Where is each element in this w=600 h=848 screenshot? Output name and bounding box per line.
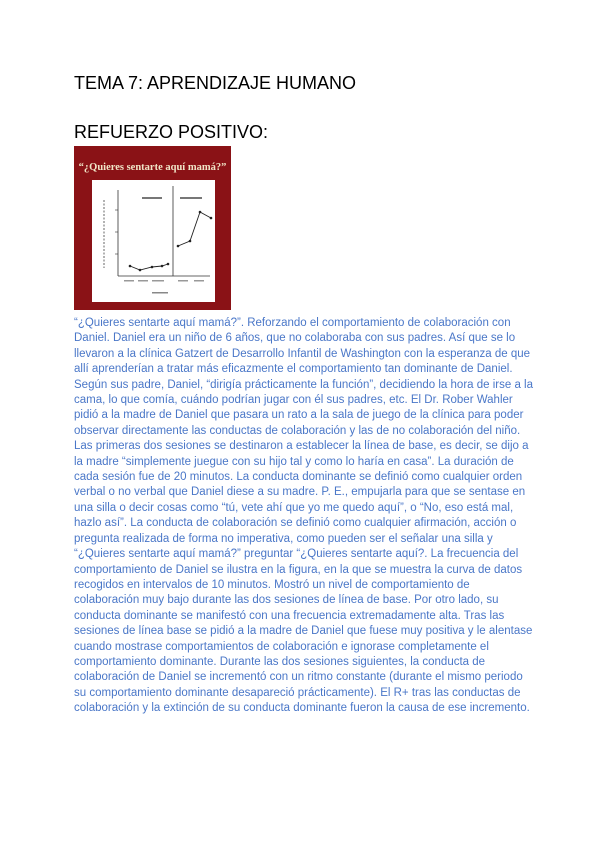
figure-graph xyxy=(92,180,215,302)
x-axis-label-mark xyxy=(152,292,168,294)
phase-label-baseline xyxy=(142,197,162,199)
body-paragraph: “¿Quieres sentarte aquí mamá?”. Reforzando el comportamiento de colaboración con Daniel. Daniel era un niño de 6 años, que no colaboraba con sus padres. Así que se lo llevaron a la clínica Gatzert de Desarrollo Infantil de Washington con la esperanza de que allí aprenderían a tratar más eficazmente el comportamiento tan dominante de Daniel. Según sus padre, Daniel, “dirigía prácticamente la función”, decidiendo la hora de irse a la cama, lo que comía, cuándo podrían jugar con él sus padres, etc. El Dr. Rober Wahler pidió a la madre de Daniel que pasara un rato a la sala de juego de la clínica para poder observar directamente las conductas de colaboración y las de no colaboración del niño. Las primeras dos sesiones se destinaron a establecer la línea de base, es decir, se dijo a la madre “simplemente juegue con su hijo tal y como lo haría en casa”. La duración de cada sesión fue de 20 minutos. La conducta dominante se definió como cualquier orden verbal o no verbal que Daniel diese a su madre. P. E., empujarla para que se sentase en una silla o decir cosas como “tú, vete ahí que yo me quedo aquí”, o “No, eso está mal, hazlo así”. La conducta de colaboración se definió como cualquier afirmación, acción o pregunta realizada de forma no imperativa, como pueden ser el señalar una silla y “¿Quieres sentarte aquí mamá?” preguntar “¿Quieres sentarte aquí?. La frecuencia del comportamiento de Daniel se ilustra en la figura, en la que se muestra la curva de datos recogidos en intervalos de 10 minutos. Mostró un nivel de comportamiento de colaboración muy bajo durante las dos sesiones de línea de base. Por otro lado, su conducta dominante se manifestó con una frecuencia extremadamente alta. Tras las sesiones de línea base se pidió a la madre de Daniel que fuese muy positiva y le alentase cuando mostrase comportamientos de colaboración e ignorase completamente el comportamiento dominante. Durante las dos sesiones siguientes, la conducta de colaboración de Daniel se incrementó con un ritmo constante (durante el mismo periodo su comportamiento dominante desapareció prácticamente). El R+ tras las conductas de colaboración y la extinción de su conducta dominante fueron la causa de ese incremento. xyxy=(74,317,533,715)
page-title: TEMA 7: APRENDIZAJE HUMANO xyxy=(74,73,357,93)
figure-graph-drawing xyxy=(92,180,215,302)
section-title: REFUERZO POSITIVO: xyxy=(74,122,269,142)
reinforcement-line xyxy=(178,212,211,246)
body-text xyxy=(74,316,534,717)
figure-image xyxy=(74,146,231,310)
phase-label-reinforcement xyxy=(180,197,202,199)
figure-caption: “¿Quieres sentarte aquí mamá?” xyxy=(78,162,227,173)
